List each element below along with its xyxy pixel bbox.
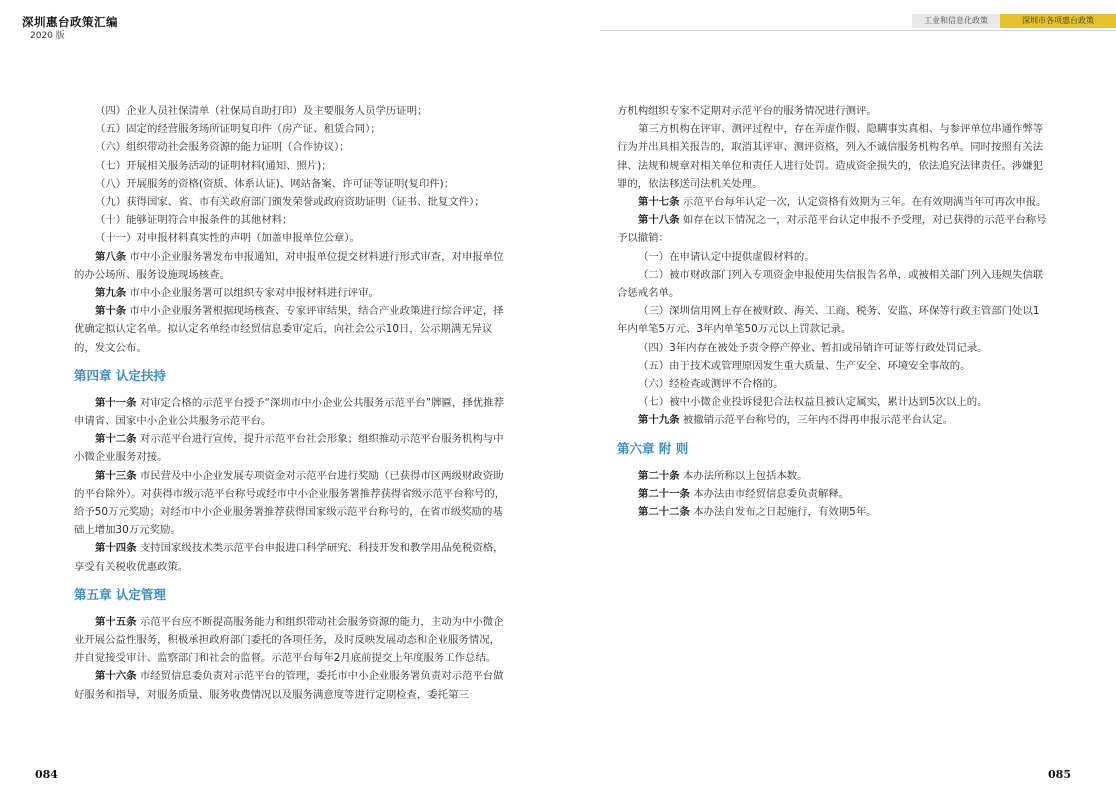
chapter-heading: 第五章 认定管理 [74, 586, 166, 602]
header-divider [600, 30, 1116, 31]
article-paragraph [74, 302, 506, 357]
article-text: 支持国家级技术类示范平台申报进口科学研究、科技开发和教学用品免税资格，享受有关税收优惠政策。 [74, 542, 504, 573]
list-item: （三）深圳信用网上存在被财政、海关、工商、税务、安监、环保等行政主管部门处以1年内单笔5万元、3年内单笔50万元以上罚款记录。 [617, 305, 1040, 336]
right-page-column [617, 102, 1049, 521]
article-text: 市中小企业服务署可以组织专家对申报材料进行评审。 [129, 287, 379, 300]
article-number: 第十七条 [638, 196, 680, 209]
article-number: 第九条 [95, 287, 127, 300]
list-item: （九）获得国家、省、市有关政府部门颁发荣誉或政府资助证明（证书、批复文件）； [95, 196, 485, 209]
article-paragraph [617, 193, 1049, 211]
page-number-right: 085 [1048, 768, 1071, 781]
article-number: 第十二条 [95, 433, 137, 446]
article-text: 对审定合格的示范平台授予“深圳市中小企业公共服务示范平台”牌匾，择优推荐申请省、国家中小企业公共服务示范平台。 [74, 396, 504, 428]
list-item: （五）由于技术或管理原因发生重大质量、生产安全、环境安全事故的。 [638, 359, 971, 372]
article-paragraph [74, 539, 506, 575]
article-paragraph [74, 284, 506, 302]
list-item: （十）能够证明符合申报条件的其他材料； [95, 214, 293, 227]
article-text: 市经贸信息委负责对示范平台的管理，委托市中小企业服务署负责对示范平台做好服务和指导，对服务质量、服务收费情况以及服务满意度等进行定期检查，委托第三 [74, 670, 504, 701]
article-paragraph [74, 467, 506, 540]
list-item: （一）在申请认定中提供虚假材料的。 [638, 250, 815, 263]
article-paragraph [617, 411, 1049, 429]
article-paragraph [74, 394, 506, 430]
article-text: 示范平台应不断提高服务能力和组织带动社会服务资源的能力，主动为中小微企业开展公益性服务，积极承担政府部门委托的各项任务，及时反映发展动态和企业服务情况，并自觉接受审计、监察部门和社会的监督。示范平台每年2月底前提交上年度服务工作总结。 [74, 615, 504, 665]
article-number: 第十条 [95, 305, 127, 318]
article-paragraph [74, 248, 506, 284]
list-item: （八）开展服务的资格(资质、体系认证)、网站备案、许可证等证明(复印件)； [95, 177, 455, 190]
article-paragraph [74, 667, 506, 703]
article-text: 示范平台每年认定一次，认定资格有效期为三年。在有效期满当年可再次申报。 [682, 196, 1047, 209]
list-item: （六）组织带动社会服务资源的能力证明（合作协议）； [95, 141, 350, 154]
tab-section[interactable]: 深圳市各项惠台政策 [1000, 14, 1116, 28]
article-text: 被撤销示范平台称号的，三年内不得再申报示范平台认定。 [682, 414, 954, 427]
article-paragraph [617, 485, 1049, 503]
list-item: （四）企业人员社保清单（社保局自助打印）及主要服务人员学历证明； [95, 105, 428, 117]
article-text: 对示范平台进行宣传，提升示范平台社会形象；组织推动示范平台服务机构与中小微企业服务对接。 [74, 433, 504, 464]
article-text: 市中小企业服务署根据现场核查、专家评审结果，结合产业政策进行综合评定，择优确定拟认定名单。拟认定名单经市经贸信息委审定后，向社会公示10日，公示期满无异议的，发文公布。 [74, 305, 504, 354]
article-number: 第二十一条 [638, 487, 690, 500]
article-number: 第十五条 [95, 615, 137, 628]
list-item: （七）开展相关服务活动的证明材料(通知、照片)； [95, 159, 332, 172]
list-item: （七）被中小微企业投诉侵犯合法权益且被认定属实，累计达到5次以上的。 [638, 396, 988, 409]
list-item: （二）被市财政部门列入专项资金申报使用失信报告名单，或被相关部门列入违规失信联合惩戒名单。 [617, 268, 1044, 300]
article-paragraph [617, 211, 1049, 247]
article-number: 第十一条 [95, 396, 137, 409]
chapter-heading: 第四章 认定扶持 [74, 367, 166, 383]
article-text: 市民营及中小企业发展专项资金对示范平台进行奖励（已获得市区两级财政资助的平台除外）。对获得市级示范平台称号或经市中小企业服务署推荐获得省级示范平台称号的，给予50万元奖励；对经市中小企业服务署推荐获得国家级示范平台称号的，在省市级奖励的基础上增加30万元奖励。 [74, 469, 506, 537]
article-number: 第二十二条 [638, 506, 690, 519]
article-text: 本办法由市经贸信息委负责解释。 [693, 487, 850, 500]
article-number: 第八条 [95, 250, 127, 263]
edition-label: 2020 版 [30, 31, 65, 41]
article-number: 第十六条 [95, 670, 137, 683]
article-number: 第十三条 [95, 469, 137, 482]
body-paragraph: 第三方机构在评审、测评过程中，存在弄虚作假、隐瞒事实真相、与参评单位串通作弊等行为并出具相关报告的，取消其评审、测评资格，列入不诚信服务机构名单。同时按照有关法律、法规和规章对相关单位和责任人进行处罚。造成资金损失的，依法追究法律责任。涉嫌犯罪的，依法移送司法机关处理。 [617, 123, 1044, 190]
continued-paragraph: 方机构组织专家不定期对示范平台的服务情况进行测评。 [617, 105, 877, 117]
article-text: 本办法自发布之日起施行，有效期5年。 [693, 506, 877, 519]
left-page-column [74, 102, 506, 704]
section-tabs [912, 14, 1116, 28]
article-text: 本办法所称以上包括本数。 [682, 469, 808, 482]
article-text: 市中小企业服务署发布申报通知，对申报单位提交材料进行形式审查，对申报单位的办公场所、服务设施现场核查。 [74, 250, 504, 281]
list-item: （四）3年内存在被处予责令停产停业、暂扣或吊销许可证等行政处罚记录。 [638, 341, 988, 354]
article-paragraph [617, 467, 1049, 485]
article-number: 第十四条 [95, 542, 137, 555]
chapter-heading: 第六章 附 则 [617, 440, 689, 456]
article-number: 第十九条 [638, 414, 680, 427]
list-item: （五）固定的经营服务场所证明复印件（房产证、租赁合同）； [95, 123, 381, 136]
tab-category[interactable]: 工业和信息化政策 [912, 14, 1000, 28]
article-number: 第十八条 [638, 214, 680, 227]
page-number-left: 084 [35, 768, 58, 781]
article-paragraph [74, 613, 506, 668]
list-item: （六）经检查或测评不合格的。 [638, 378, 784, 391]
list-item: （十一）对申报材料真实性的声明（加盖申报单位公章）。 [95, 232, 360, 245]
book-title: 深圳惠台政策汇编 [22, 15, 118, 29]
article-paragraph [617, 503, 1049, 521]
article-paragraph [74, 430, 506, 466]
article-number: 第二十条 [638, 469, 680, 482]
article-text: 如存在以下情况之一，对示范平台认定申报不予受理，对已获得的示范平台称号予以撤销： [617, 214, 1047, 245]
